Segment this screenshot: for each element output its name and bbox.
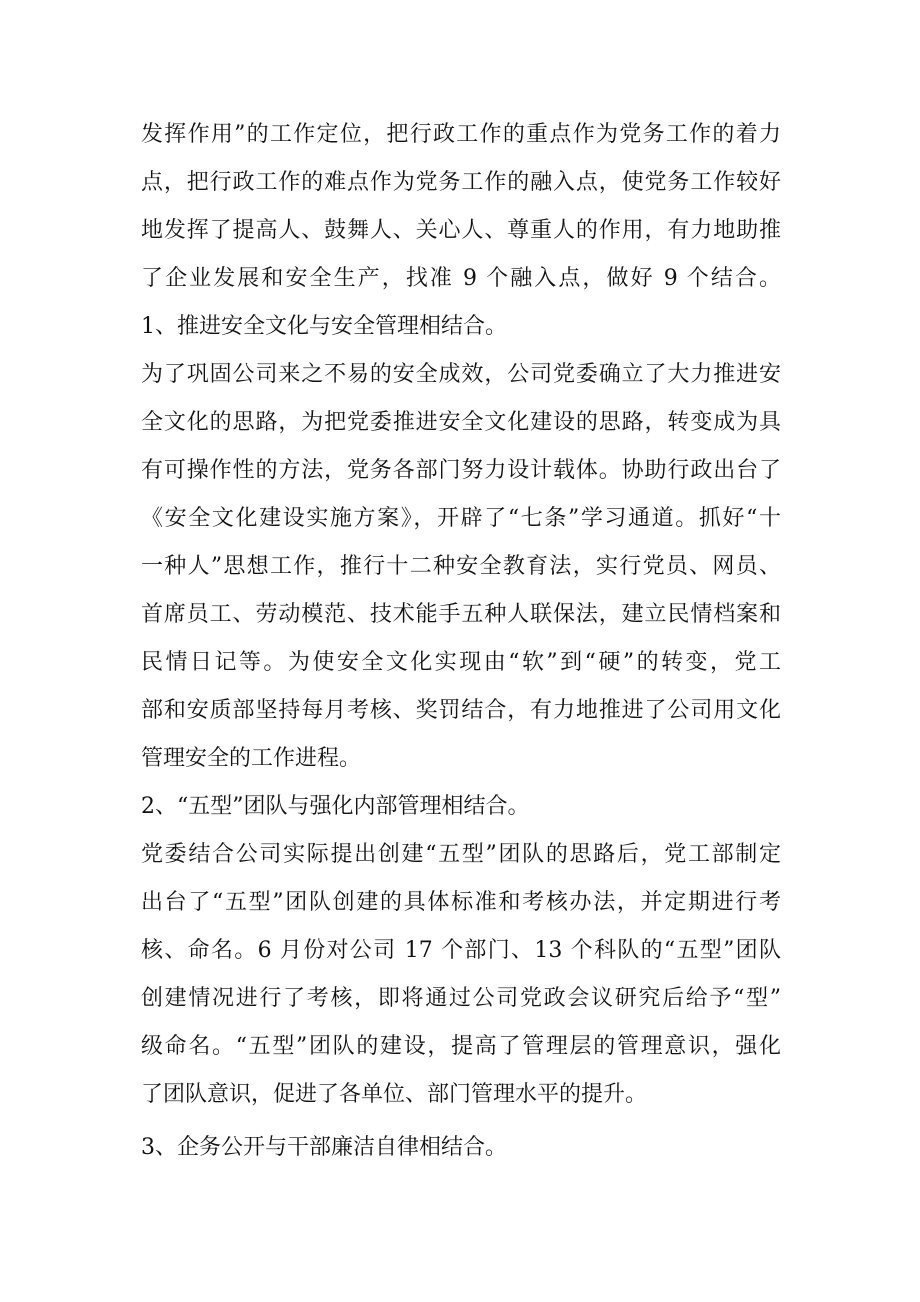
paragraph-line: 点，把行政工作的难点作为党务工作的融入点，使党务工作较好	[141, 170, 781, 195]
paragraph-line: 为了巩固公司来之不易的安全成效，公司党委确立了大力推进安	[141, 362, 781, 387]
paragraph-line: 创建情况进行了考核，即将通过公司党政会议研究后给予“型”	[141, 986, 781, 1011]
section-heading: 3、企务公开与干部廉洁自律相结合。	[141, 1135, 507, 1160]
paragraph-line: 全文化的思路，为把党委推进安全文化建设的思路，转变成为具	[141, 410, 781, 435]
section-heading: 2、“五型”团队与强化内部管理相结合。	[141, 794, 530, 819]
paragraph-line: 了团队意识，促进了各单位、部门管理水平的提升。	[141, 1082, 648, 1107]
paragraph-line: 部和安质部坚持每月考核、奖罚结合，有力地推进了公司用文化	[141, 698, 781, 723]
paragraph-line: 了企业发展和安全生产，找准 9 个融入点，做好 9 个结合。	[141, 266, 781, 291]
section-heading: 1、推进安全文化与安全管理相结合。	[141, 314, 507, 339]
paragraph-line: 首席员工、劳动模范、技术能手五种人联保法，建立民情档案和	[141, 602, 781, 627]
paragraph-line: 出台了“五型”团队创建的具体标准和考核办法，并定期进行考	[141, 890, 781, 915]
paragraph-line: 管理安全的工作进程。	[141, 746, 362, 771]
paragraph-line: 一种人”思想工作，推行十二种安全教育法，实行党员、网员、	[141, 554, 781, 579]
paragraph-line: 发挥作用”的工作定位，把行政工作的重点作为党务工作的着力	[141, 122, 781, 147]
paragraph-line: 地发挥了提高人、鼓舞人、关心人、尊重人的作用，有力地助推	[141, 218, 781, 243]
paragraph-line: 核、命名。6 月份对公司 17 个部门、13 个科队的“五型”团队	[141, 938, 781, 963]
paragraph-line: 级命名。“五型”团队的建设，提高了管理层的管理意识，强化	[141, 1034, 781, 1059]
paragraph-line: 民情日记等。为使安全文化实现由“软”到“硬”的转变，党工	[141, 650, 781, 675]
paragraph-line: 《安全文化建设实施方案》，开辟了“七条”学习通道。抓好“十	[141, 506, 781, 531]
paragraph-line: 有可操作性的方法，党务各部门努力设计载体。协助行政出台了	[141, 458, 781, 483]
paragraph-line: 党委结合公司实际提出创建“五型”团队的思路后，党工部制定	[141, 842, 781, 867]
